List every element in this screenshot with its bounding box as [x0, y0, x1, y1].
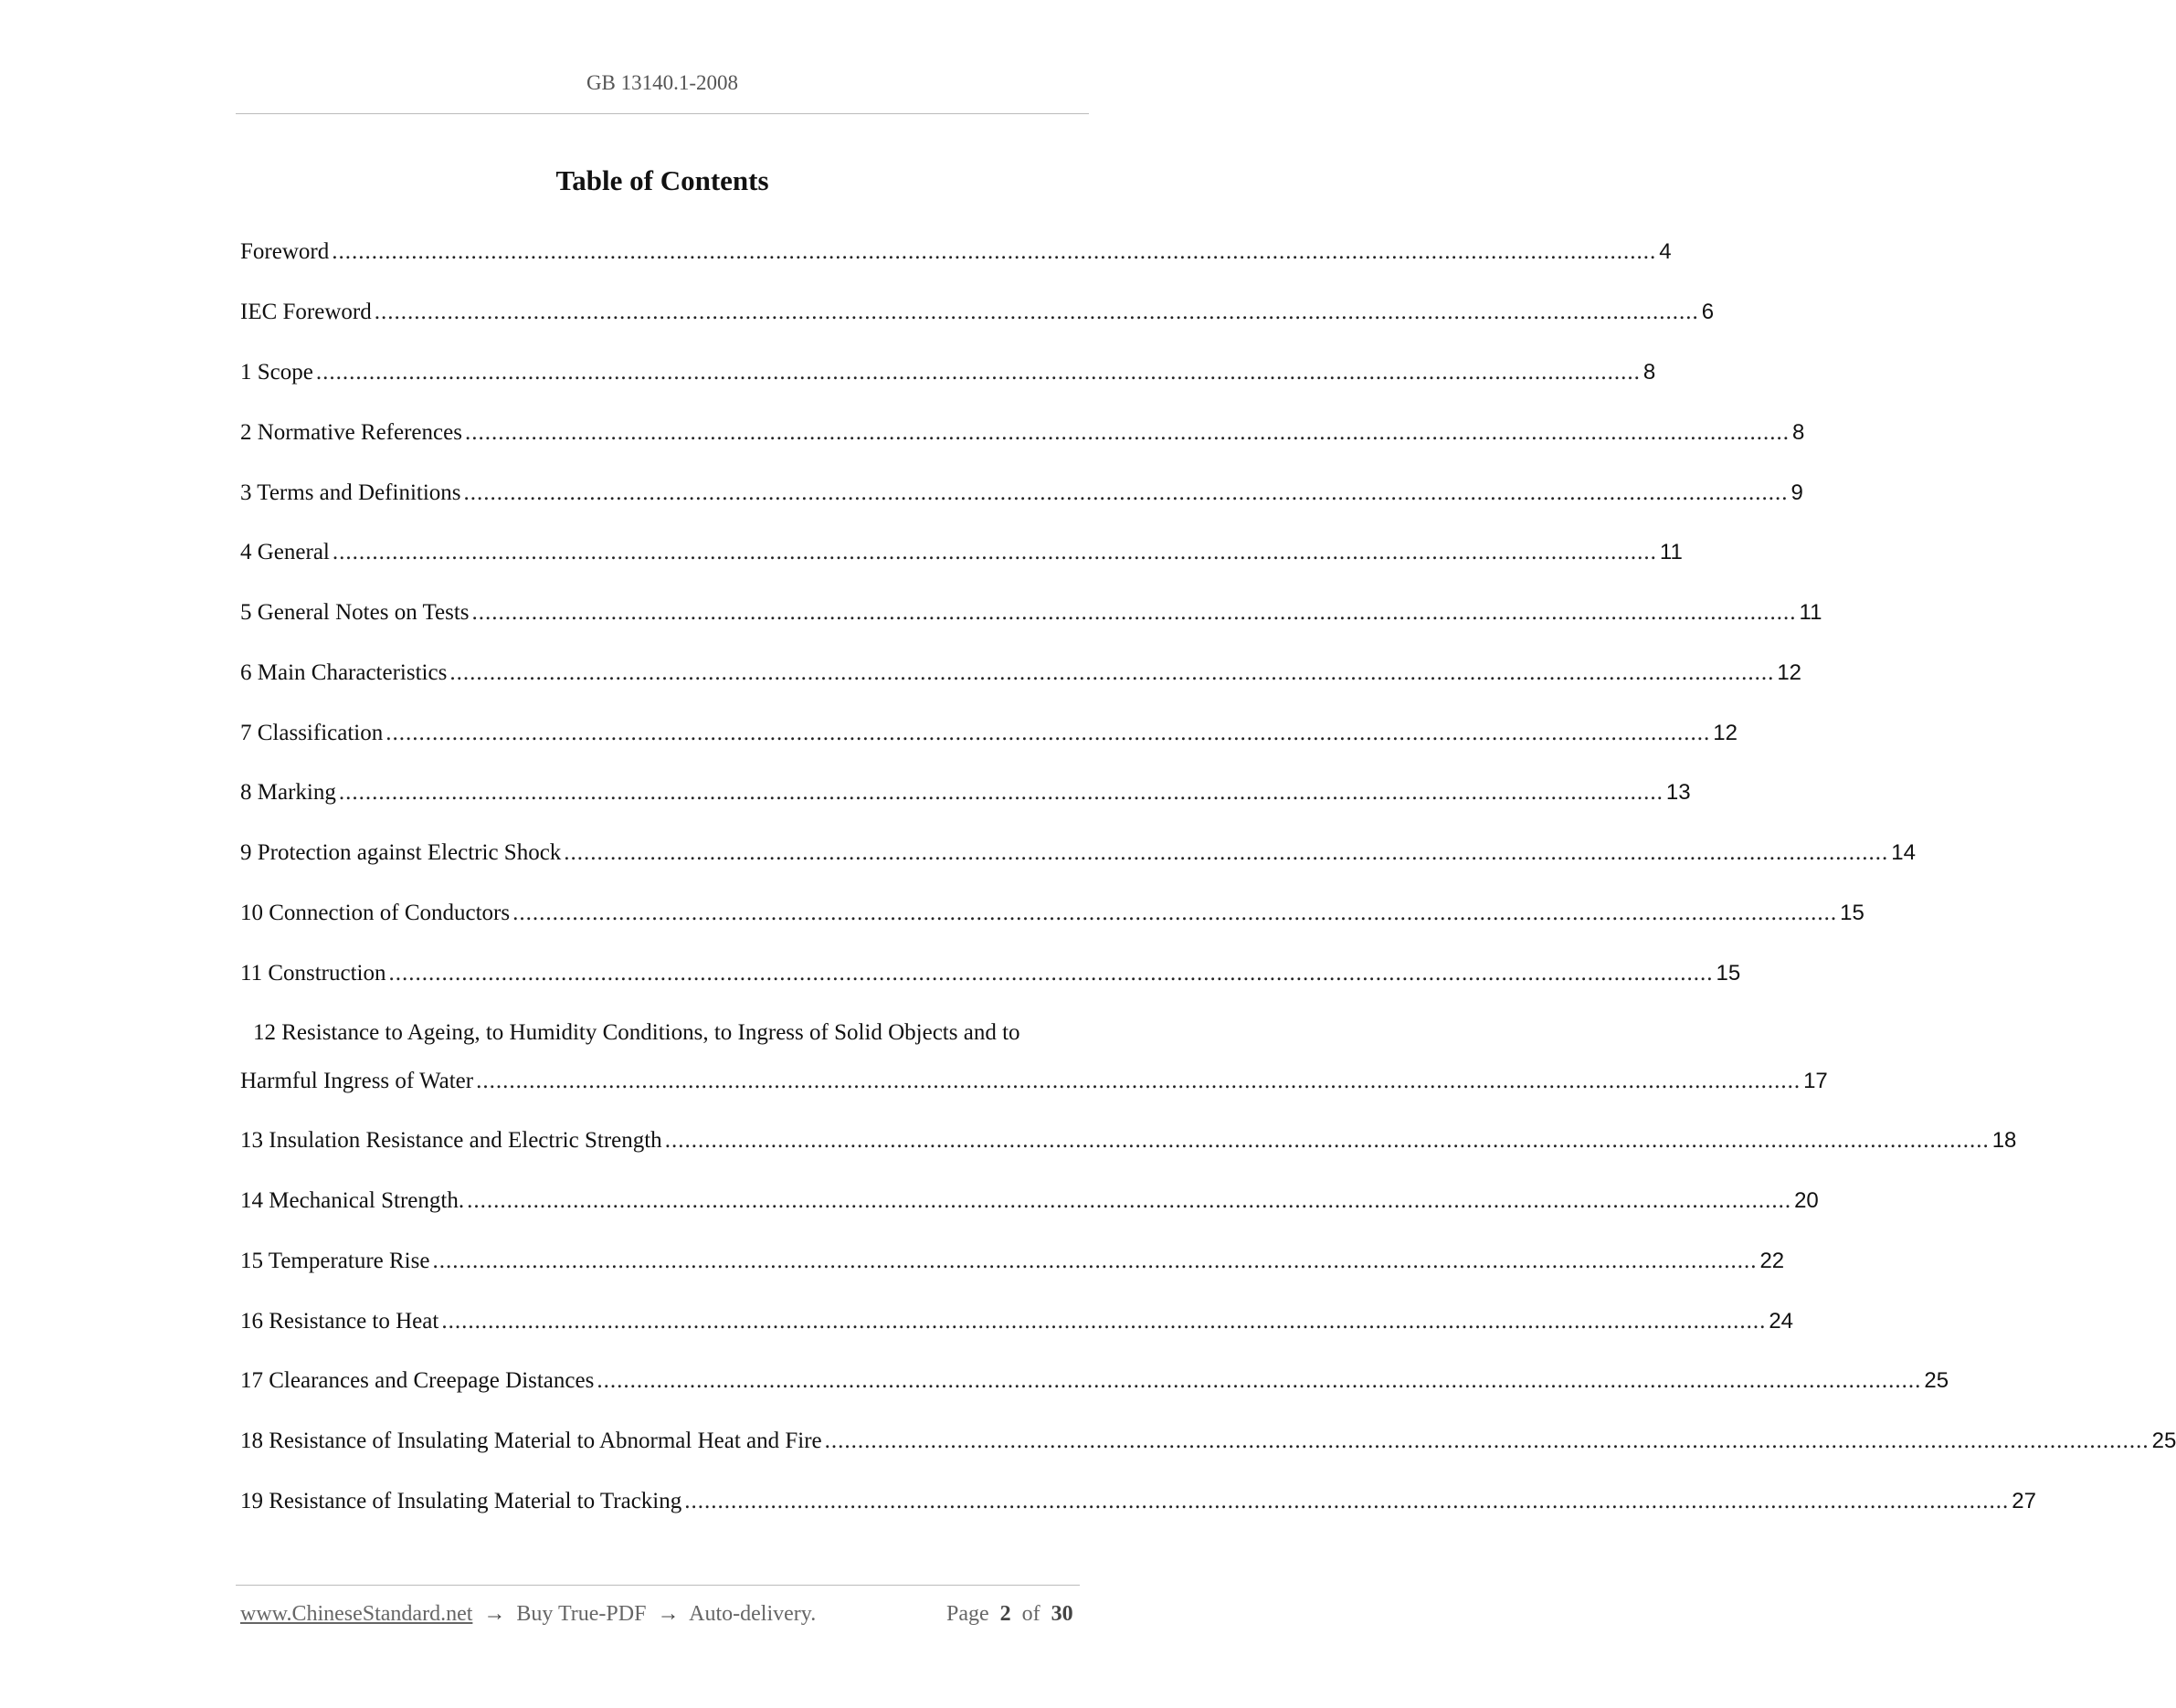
toc-entry-resistance-ageing[interactable] [240, 1063, 1828, 1100]
toc-entry-page: 18 [1991, 1128, 2017, 1153]
toc-entry-construction[interactable] [240, 955, 1741, 992]
page-indicator [946, 1602, 1073, 1627]
toc-entry-label: 9 Protection against Electric Shock [240, 840, 562, 865]
dot-leader: ........................................................................................................................................................................................................ [463, 480, 1789, 505]
dot-leader: ........................................................................................................................................................................................................ [449, 660, 1775, 685]
toc-entry-label: 7 Classification [240, 721, 384, 745]
toc-entry-protection-electric-shock[interactable] [240, 835, 1916, 871]
toc-entry-page: 11 [1799, 600, 1822, 625]
toc-entry-label: Harmful Ingress of Water [240, 1069, 474, 1093]
toc-entry-page: 4 [1659, 239, 1672, 264]
page-total: 30 [1051, 1602, 1073, 1626]
toc-entry-classification[interactable] [240, 715, 1738, 752]
toc-title: Table of Contents [555, 164, 769, 196]
toc-entry-page: 14 [1891, 840, 1916, 865]
toc-entry-page: 25 [1924, 1368, 1949, 1393]
delivery-text: Auto-delivery. [689, 1602, 817, 1626]
toc-entry-mechanical-strength[interactable] [240, 1183, 1819, 1219]
page-current: 2 [999, 1602, 1011, 1626]
toc-entry-label: Foreword [240, 239, 330, 264]
toc-entry-page: 17 [1803, 1069, 1828, 1093]
toc-entry-resistance-ageing-line1[interactable]: 12 Resistance to Ageing, to Humidity Conditions, to Ingress of Solid Objects and to [253, 1020, 1020, 1045]
dot-leader: ........................................................................................................................................................................................................ [564, 840, 1889, 865]
toc-entry-abnormal-heat-fire[interactable] [240, 1423, 2176, 1460]
dot-leader: ........................................................................................................................................................................................................ [471, 600, 1797, 625]
toc-entry-label: 19 Resistance of Insulating Material to Tracking [240, 1489, 682, 1513]
toc-entry-page: 24 [1769, 1309, 1794, 1334]
toc-entry-temperature-rise[interactable] [240, 1243, 1785, 1280]
toc-entry-iec-foreword[interactable] [240, 294, 1715, 331]
toc-entry-label: 16 Resistance to Heat [240, 1309, 439, 1334]
toc-entry-marking[interactable] [240, 775, 1691, 811]
toc-entry-main-characteristics[interactable] [240, 655, 1802, 691]
dot-leader: ........................................................................................................................................................................................................ [388, 961, 1714, 986]
dot-leader: ........................................................................................................................................................................................................ [597, 1368, 1922, 1393]
dot-leader: ........................................................................................................................................................................................................ [441, 1309, 1767, 1334]
document-header: GB 13140.1-2008 [586, 71, 739, 94]
toc-entry-label: 1 Scope [240, 360, 313, 385]
toc-entry-page: 11 [1659, 540, 1683, 564]
footer-divider [236, 1585, 1080, 1586]
toc-entry-label: 2 Normative References [240, 420, 462, 445]
toc-entry-label: 13 Insulation Resistance and Electric Strength [240, 1128, 662, 1153]
toc-entry-page: 27 [2012, 1489, 2036, 1513]
dot-leader: ........................................................................................................................................................................................................ [467, 1188, 1792, 1213]
toc-entry-page: 15 [1840, 901, 1864, 925]
toc-entry-page: 13 [1665, 780, 1691, 805]
toc-entry-insulation-resistance[interactable] [240, 1123, 2017, 1159]
toc-entry-terms-definitions[interactable] [240, 475, 1803, 511]
page-of: of [1021, 1602, 1040, 1626]
dot-leader: ........................................................................................................................................................................................................ [664, 1128, 1990, 1153]
toc-entry-page: 25 [2151, 1429, 2176, 1453]
dot-leader: ........................................................................................................................................................................................................ [464, 420, 1790, 445]
site-link[interactable]: www.ChineseStandard.net [240, 1602, 473, 1626]
toc-entry-page: 6 [1701, 300, 1715, 324]
dot-leader: ........................................................................................................................................................................................................ [332, 540, 1657, 564]
toc-entry-label: 5 General Notes on Tests [240, 600, 470, 625]
toc-entry-tracking[interactable] [240, 1483, 2036, 1520]
page-label: Page [946, 1602, 989, 1626]
toc-entry-scope[interactable] [240, 354, 1656, 391]
toc-entry-general-notes-tests[interactable] [240, 595, 1822, 631]
dot-leader: ........................................................................................................................................................................................................ [512, 901, 1838, 925]
toc-entry-foreword[interactable] [240, 234, 1672, 270]
toc-entry-label: 10 Connection of Conductors [240, 901, 511, 925]
toc-entry-page: 12 [1713, 721, 1738, 745]
toc-entry-page: 9 [1790, 480, 1803, 505]
toc-entry-label: 4 General [240, 540, 330, 564]
toc-entry-label: IEC Foreword [240, 300, 372, 324]
dot-leader: ........................................................................................................................................................................................................ [386, 721, 1711, 745]
dot-leader: ........................................................................................................................................................................................................ [315, 360, 1641, 385]
toc-entry-label: 11 Construction [240, 961, 386, 986]
toc-entry-page: 12 [1777, 660, 1802, 685]
toc-entry-normative-references[interactable] [240, 415, 1805, 451]
toc-entry-label: 14 Mechanical Strength. [240, 1188, 465, 1213]
toc-entry-label: 15 Temperature Rise [240, 1249, 430, 1273]
toc-entry-label: 3 Terms and Definitions [240, 480, 461, 505]
toc-entry-clearances-creepage[interactable] [240, 1363, 1949, 1399]
toc-entry-page: 8 [1643, 360, 1656, 385]
toc-entry-page: 8 [1791, 420, 1805, 445]
toc-entry-resistance-heat[interactable] [240, 1303, 1794, 1340]
arrow-right-icon: → [657, 1602, 680, 1626]
arrow-right-icon: → [483, 1602, 506, 1626]
dot-leader: ........................................................................................................................................................................................................ [338, 780, 1664, 805]
toc-entry-label: 17 Clearances and Creepage Distances [240, 1368, 595, 1393]
toc-entry-page: 20 [1794, 1188, 1819, 1213]
toc-entry-connection-conductors[interactable] [240, 895, 1864, 932]
buy-text: Buy True-PDF [516, 1602, 647, 1626]
dot-leader: ........................................................................................................................................................................................................ [684, 1489, 2010, 1513]
header-divider [236, 113, 1089, 114]
toc-entry-label: 8 Marking [240, 780, 336, 805]
toc-entry-label: 6 Main Characteristics [240, 660, 448, 685]
dot-leader: ........................................................................................................................................................................................................ [432, 1249, 1758, 1273]
dot-leader: ........................................................................................................................................................................................................ [374, 300, 1699, 324]
toc-entry-page: 15 [1716, 961, 1741, 986]
toc-entry-label: 18 Resistance of Insulating Material to Abnormal Heat and Fire [240, 1429, 822, 1453]
dot-leader: ........................................................................................................................................................................................................ [476, 1069, 1801, 1093]
toc-entry-page: 22 [1759, 1249, 1785, 1273]
footer-promo [240, 1602, 816, 1627]
dot-leader: ........................................................................................................................................................................................................ [824, 1429, 2150, 1453]
dot-leader: ........................................................................................................................................................................................................ [332, 239, 1657, 264]
toc-entry-general[interactable] [240, 534, 1683, 571]
